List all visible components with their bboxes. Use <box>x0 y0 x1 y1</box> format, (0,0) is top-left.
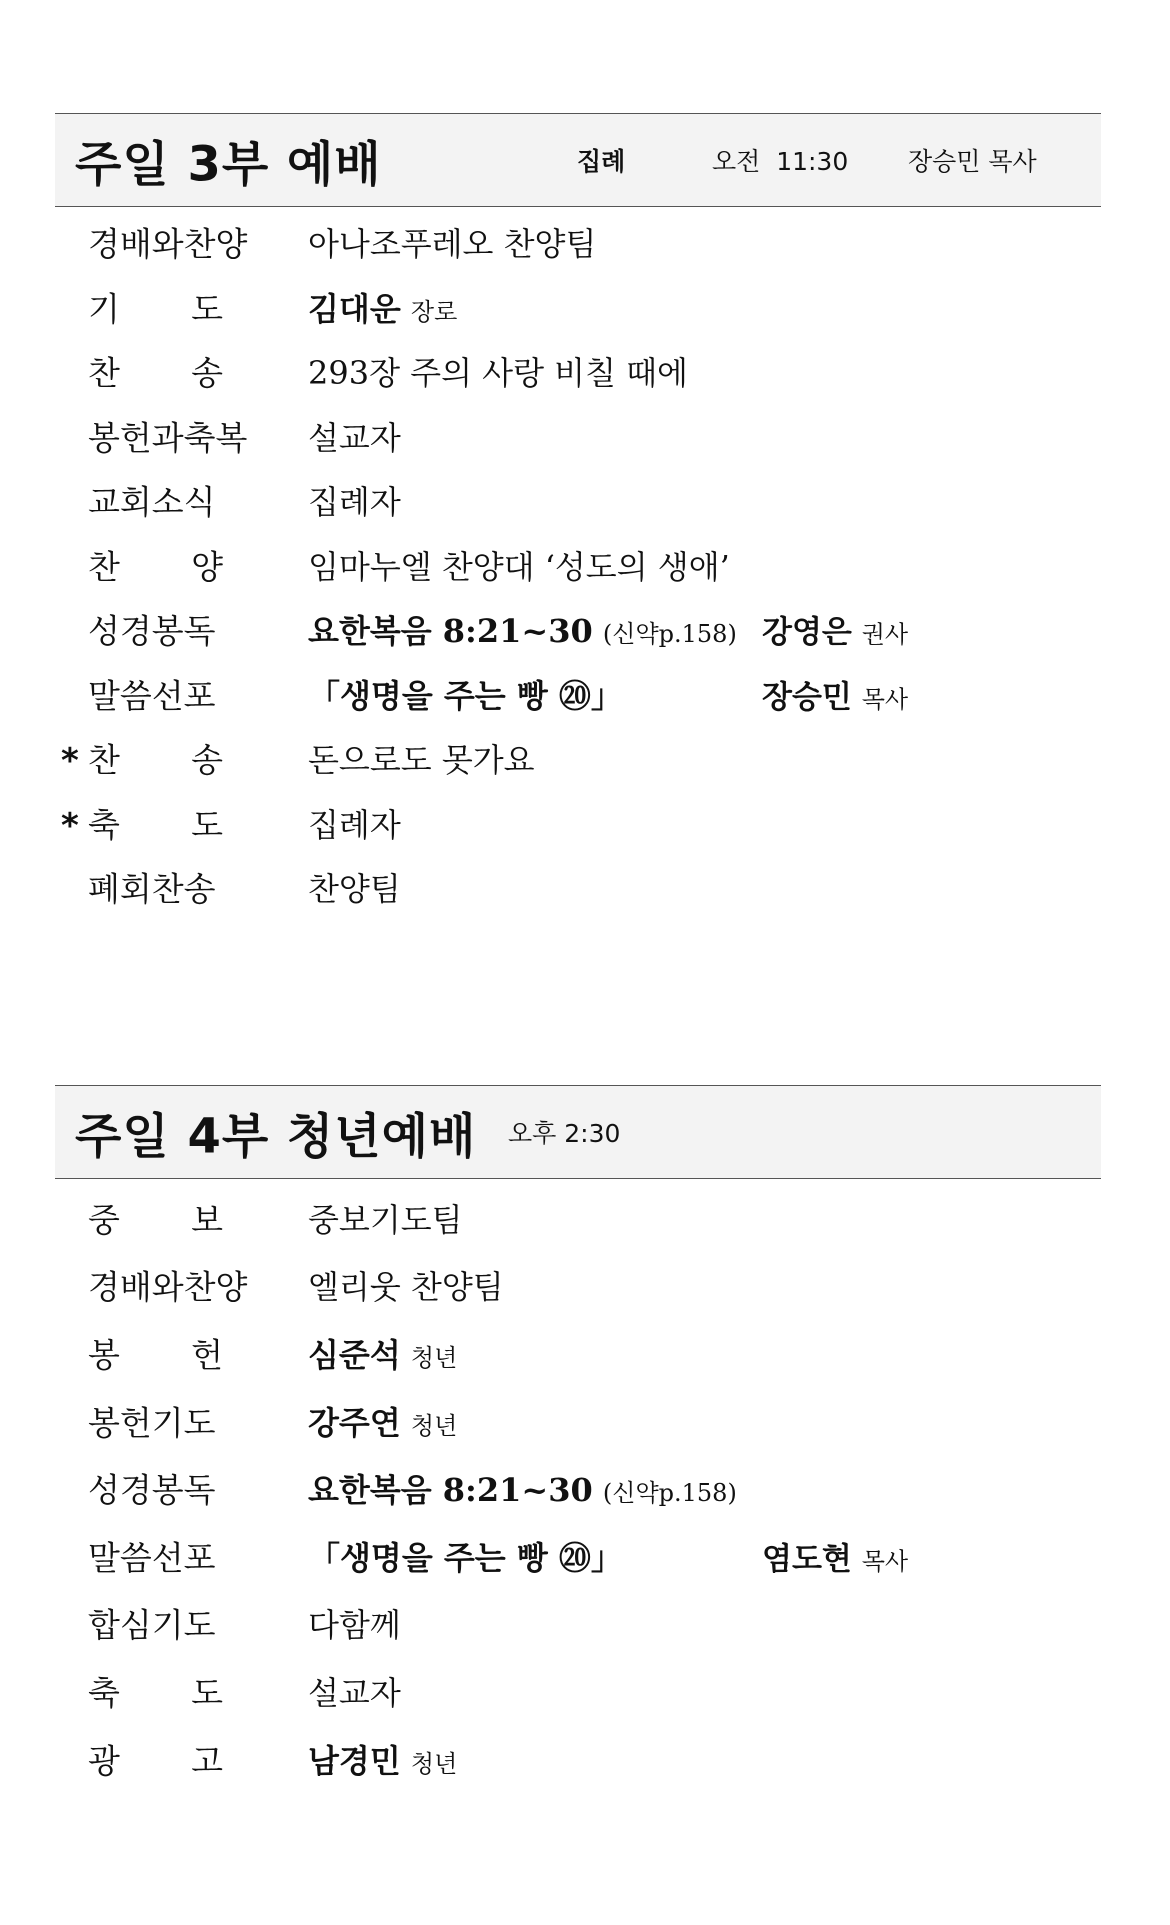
order-label-char: 도 <box>191 805 223 845</box>
order-content: 중보기도팀 <box>308 1200 463 1239</box>
order-row <box>55 404 1101 469</box>
order-label <box>88 1667 223 1714</box>
order-label <box>88 735 223 782</box>
order-label-char: 축 <box>88 805 120 845</box>
person-name: 김대운 <box>308 289 401 328</box>
service-3-order <box>55 207 1101 920</box>
order-content: 엘리웃 찬양팀 <box>308 1268 504 1307</box>
person-name: 장승민 <box>762 679 852 716</box>
order-row <box>55 662 1101 727</box>
person-name: 강주연 <box>308 1403 401 1442</box>
order-label: 성경봉독 <box>88 611 216 651</box>
order-label <box>88 1329 223 1376</box>
order-label: 경배와찬양 <box>88 1267 248 1307</box>
order-label-char: 고 <box>191 1741 223 1781</box>
person-title: 목사 <box>861 685 909 714</box>
order-content: 집례자 <box>308 483 401 522</box>
order-label: 경배와찬양 <box>88 224 248 264</box>
service-4-header <box>55 1085 1101 1179</box>
order-label-char: 양 <box>191 547 223 587</box>
order-content: 293장 주의 사랑 비칠 때에 <box>308 354 688 393</box>
person-name: 심준석 <box>308 1335 401 1374</box>
order-label: 말씀선포 <box>88 676 216 716</box>
order-row <box>55 791 1101 856</box>
order-content: 다함께 <box>308 1606 401 1645</box>
service-3-leader-label: 집례 <box>577 147 626 176</box>
scripture-note: (신약p.158) <box>602 1479 737 1508</box>
order-row <box>55 1252 1101 1320</box>
order-content: 돈으로도 못가요 <box>308 741 535 780</box>
order-label <box>88 541 223 588</box>
service-4-time: 오후 2:30 <box>508 1119 621 1148</box>
order-row <box>55 726 1101 791</box>
order-label-char: 찬 <box>88 353 120 393</box>
standing-mark: * <box>61 805 79 846</box>
order-row <box>55 1590 1101 1658</box>
scripture-note: (신약p.158) <box>602 620 737 649</box>
order-label-char: 중 <box>88 1200 120 1240</box>
order-label-char: 헌 <box>191 1335 223 1375</box>
order-label: 봉헌기도 <box>88 1403 216 1443</box>
service-4-order <box>55 1179 1101 1792</box>
order-row <box>55 1184 1101 1252</box>
order-content: 임마누엘 찬양대 ‘성도의 생애’ <box>308 547 730 586</box>
order-label-char: 도 <box>191 289 223 329</box>
service-3-pastor: 장승민 목사 <box>908 147 1037 176</box>
order-content <box>308 1736 457 1782</box>
order-label-char: 축 <box>88 1673 120 1713</box>
scripture-reference: 요한복음 8:21~30 <box>308 612 593 651</box>
service-3-header <box>55 113 1101 207</box>
order-label-char: 도 <box>191 1673 223 1713</box>
order-row <box>55 1725 1101 1793</box>
person-title: 청년 <box>410 1749 458 1778</box>
standing-mark: * <box>61 741 79 782</box>
order-label <box>88 1194 223 1241</box>
order-label <box>88 1735 223 1782</box>
order-row <box>55 1319 1101 1387</box>
order-person <box>762 1533 908 1578</box>
order-label-char: 기 <box>88 289 120 329</box>
person-title: 목사 <box>861 1547 909 1576</box>
order-row <box>55 339 1101 404</box>
order-label-char: 찬 <box>88 740 120 780</box>
order-label-char: 광 <box>88 1741 120 1781</box>
order-row <box>55 855 1101 920</box>
person-name: 염도현 <box>762 1541 852 1578</box>
order-content: 설교자 <box>308 418 401 457</box>
order-row <box>55 468 1101 533</box>
order-row <box>55 1522 1101 1590</box>
order-content <box>308 284 457 330</box>
order-person <box>762 607 908 652</box>
order-content: 찬양팀 <box>308 870 401 909</box>
order-row <box>55 597 1101 662</box>
order-row <box>55 210 1101 275</box>
person-title: 장로 <box>410 297 458 326</box>
service-3-title: 주일 3부 예배 <box>75 136 382 193</box>
service-4-title: 주일 4부 청년예배 <box>75 1108 477 1165</box>
order-label: 합심기도 <box>88 1605 216 1645</box>
person-name: 강영은 <box>762 614 852 651</box>
order-row <box>55 533 1101 598</box>
order-label-char: 찬 <box>88 547 120 587</box>
service-4-section <box>55 1085 1101 1792</box>
order-label-char: 보 <box>191 1200 223 1240</box>
order-label: 폐회찬송 <box>88 869 216 909</box>
order-content <box>308 1465 737 1511</box>
order-content: 집례자 <box>308 805 401 844</box>
order-label <box>88 348 223 395</box>
order-content <box>308 1330 457 1376</box>
order-row <box>55 1387 1101 1455</box>
scripture-reference: 요한복음 8:21~30 <box>308 1471 593 1510</box>
order-row <box>55 275 1101 340</box>
service-3-time: 오전 11:30 <box>712 147 849 176</box>
person-title: 청년 <box>410 1411 458 1440</box>
order-label-char: 송 <box>191 740 223 780</box>
order-label <box>88 283 223 330</box>
person-title: 권사 <box>861 620 909 649</box>
sermon-title: 「생명을 주는 빵 ⑳」 <box>308 1538 623 1577</box>
sermon-title: 「생명을 주는 빵 ⑳」 <box>308 676 623 715</box>
order-content: 아나조푸레오 찬양팀 <box>308 225 597 264</box>
order-label: 말씀선포 <box>88 1538 216 1578</box>
order-row <box>55 1657 1101 1725</box>
order-person <box>762 671 908 716</box>
order-content: 설교자 <box>308 1673 401 1712</box>
order-content <box>308 606 737 652</box>
order-content <box>308 1533 623 1579</box>
order-label: 봉헌과축복 <box>88 418 248 458</box>
person-name: 남경민 <box>308 1741 401 1780</box>
order-content <box>308 671 623 717</box>
order-content <box>308 1398 457 1444</box>
order-label: 성경봉독 <box>88 1470 216 1510</box>
order-label-char: 봉 <box>88 1335 120 1375</box>
person-title: 청년 <box>410 1343 458 1372</box>
service-3-section <box>55 113 1101 920</box>
order-row <box>55 1454 1101 1522</box>
order-label: 교회소식 <box>88 482 216 522</box>
order-label-char: 송 <box>191 353 223 393</box>
order-label <box>88 799 223 846</box>
